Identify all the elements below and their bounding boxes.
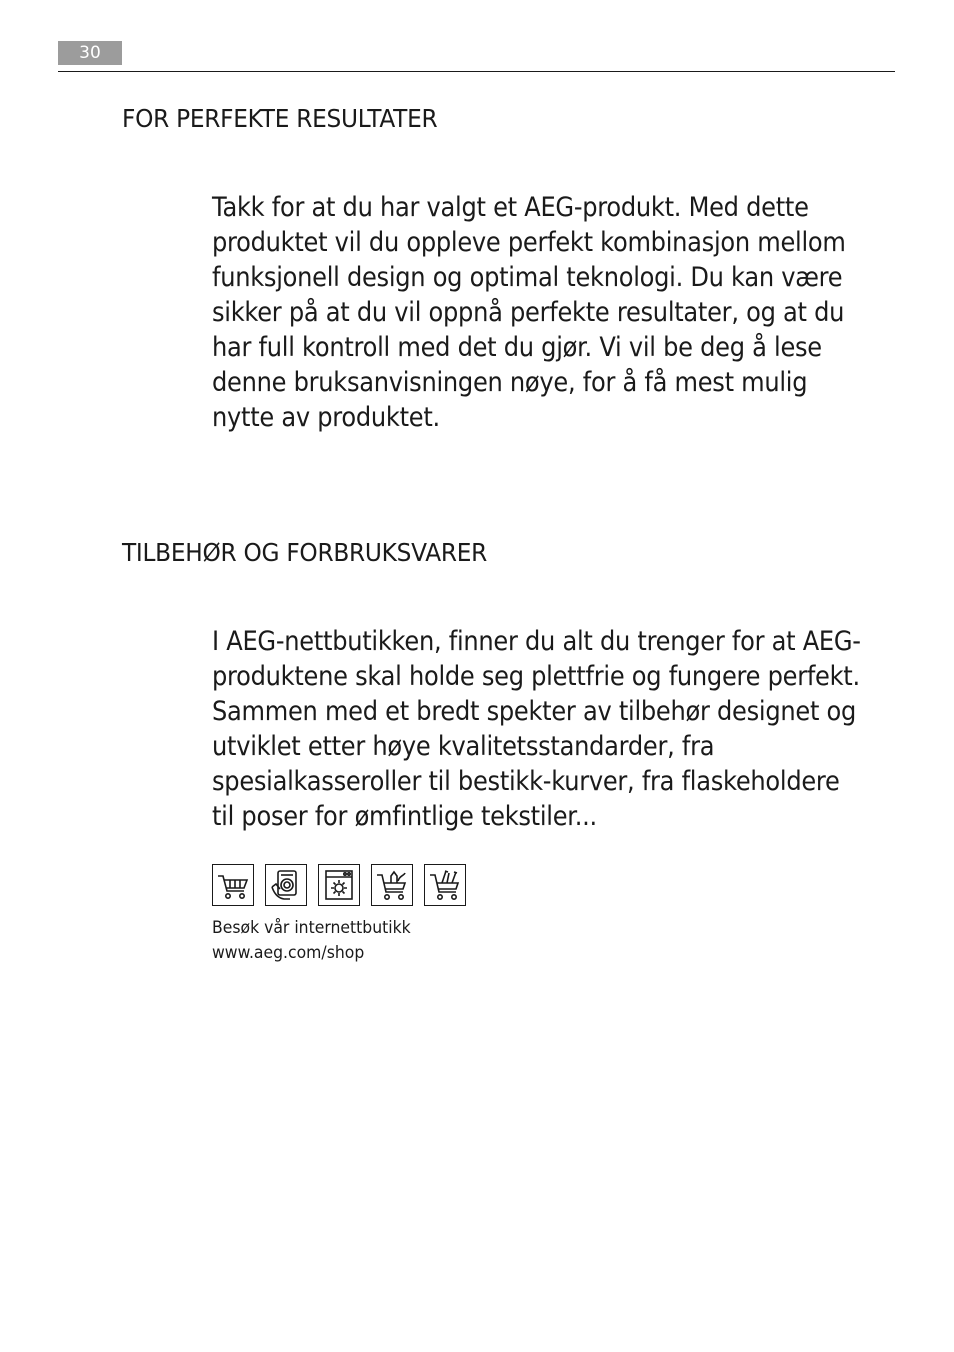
cart-with-bottle-icon [371,864,413,906]
section-heading-results: FOR PERFEKTE RESULTATER [122,104,438,133]
intro-paragraph: Takk for at du har valgt et AEG-produkt. Med dette produktet vil du oppleve perfekt kombinasjon mellom funksjonell design og optimal teknologi. Du kan være sikker på at du vil oppnå perfekte resultater, og at du har full kontroll med det du gjør. Vi vil be deg å lese denne bruksanvisningen nøye, for å få mest mulig nytte av produktet. [212,192,846,433]
header-divider [58,71,895,72]
shop-icons-row [212,864,466,906]
cart-with-utensils-icon [424,864,466,906]
page-number: 30 [58,41,122,65]
accessories-paragraph: I AEG-nettbutikken, finner du alt du trenger for at AEG-produktene skal holde seg plettfrie og fungere perfekt. Sammen med et bredt spekter av tilbehør designet og utviklet etter høye kvalitetsstandarder, fra spesialkasseroller til bestikk-kurver, fra flaskeholdere til poser for ømfintlige tekstiler... [212,626,861,832]
shopping-cart-icon [212,864,254,906]
shop-caption: Besøk vår internettbutikk [212,918,411,938]
section-heading-accessories: TILBEHØR OG FORBRUKSVARER [122,538,487,567]
gear-panel-icon [318,864,360,906]
shop-url-link[interactable]: www.aeg.com/shop [212,943,365,963]
appliance-hand-icon [265,864,307,906]
